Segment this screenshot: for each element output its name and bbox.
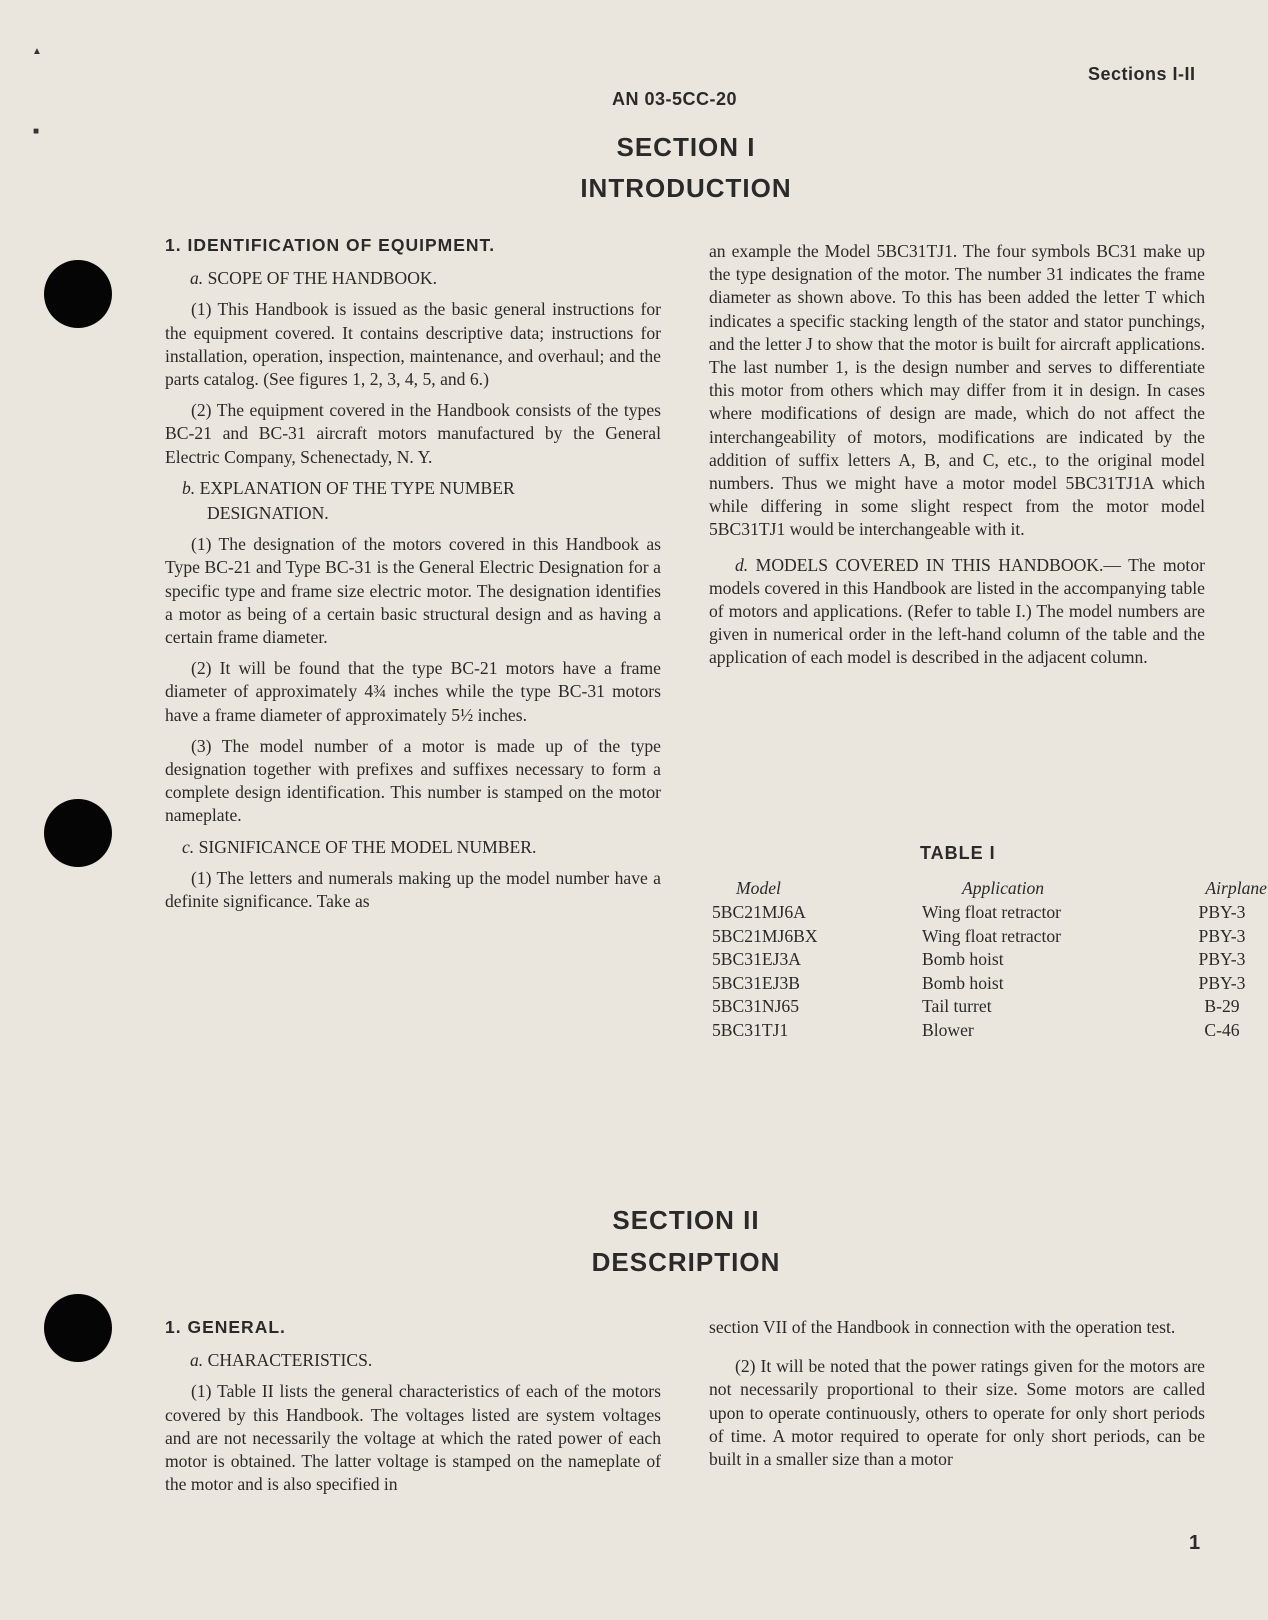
paragraph: (2) It will be found that the type BC-21 motors have a frame diameter of approximately 4¾ inches while the type BC-31 motors have a frame diameter of approximately 5½ inches. [165, 658, 661, 725]
subheading-text: EXPLANATION OF THE TYPE NUMBER [199, 477, 515, 498]
column-header-application: Application [962, 878, 1045, 898]
paragraph-text: The motor models covered in this Handbook are listed in the accompanying table of motors and applications. (Refer to table I.) The model numbers are given in numerical order in the left-hand column of the table and the application of each model is described in the adjacent column. [709, 554, 1205, 668]
paragraph: (1) The designation of the motors covered in this Handbook as Type BC-21 and Type BC-31 is the General Electric Designation for a specific type and frame size electric motor. The designation identifies a motor as being of a certain basic structural design and as having a certain frame diameter. [165, 534, 661, 648]
subheading-text: SIGNIFICANCE OF THE MODEL NUMBER. [198, 836, 537, 857]
subheading-letter: d. [735, 554, 749, 575]
cell-model: 5BC31TJ1 [712, 1019, 789, 1040]
table-title: TABLE I [920, 843, 996, 863]
subheading-letter: a. [190, 268, 204, 289]
subheading-significance [165, 836, 661, 859]
paragraph: (1) The letters and numerals making up the model number have a definite significance. Take as [165, 867, 661, 912]
cell-airplane: PBY-3 [1198, 925, 1246, 946]
paragraph: (3) The model number of a motor is made up of the type designation together with prefixes and suffixes necessary to form a complete design identification. This number is stamped on the motor nameplate. [165, 735, 661, 826]
cell-airplane: B-29 [1204, 996, 1240, 1017]
subheading-letter: c. [182, 836, 195, 857]
cell-airplane: PBY-3 [1198, 949, 1246, 970]
cell-airplane: C-46 [1204, 1019, 1240, 1040]
table-row [712, 1019, 1267, 1043]
column-right-section-2 [709, 1316, 1205, 1479]
column-header-model: Model [736, 878, 781, 898]
subheading-scope [165, 267, 661, 290]
subheading-text: MODELS COVERED IN THIS HANDBOOK.— [755, 554, 1121, 575]
subheading-text: CHARACTERISTICS. [207, 1350, 373, 1371]
heading-general: 1. GENERAL. [165, 1317, 286, 1337]
cell-model: 5BC31NJ65 [712, 996, 800, 1017]
cell-application: Wing float retractor [922, 902, 1061, 923]
cell-airplane: PBY-3 [1198, 902, 1246, 923]
table-row [712, 925, 1267, 949]
margin-mark: ■ [33, 126, 40, 137]
subheading-characteristics [165, 1349, 661, 1372]
subheading-text-continued: DESIGNATION. [207, 503, 329, 524]
paragraph-continued: an example the Model 5BC31TJ1. The four symbols BC31 make up the type designation of the motor. The number 31 indicates the frame diameter as shown above. To this has been added the letter T which indicates a specific stacking length of the stator and stator punchings, and the letter J to show that the motor is built for aircraft applications. The last number 1, is the design number and serves to differentiate this motor from others which may differ from it in design. In cases where modifications of design are made, which do not affect the interchangeability of motors, modifications are indicated by the addition of suffix letters A, B, and C, etc., to the original model numbers. Thus we might have a motor model 5BC31TJ1A which while differing in some slight respect from the motor model 5BC31TJ1 would be interchangeable with it. [709, 241, 1205, 540]
table-row [712, 972, 1267, 996]
cell-application: Bomb hoist [922, 972, 1004, 993]
table-row [712, 901, 1267, 925]
paragraph: (1) This Handbook is issued as the basic general instructions for the equipment covered. It contains descriptive data; instructions for installation, operation, inspection, maintenance, and overhaul; and the parts catalog. (See figures 1, 2, 3, 4, 5, and 6.) [165, 299, 661, 390]
paragraph-continued: section VII of the Handbook in connection with the operation test. [709, 1317, 1176, 1337]
document-number: AN 03-5CC-20 [612, 89, 738, 109]
table-header-row [712, 876, 1267, 901]
cell-model: 5BC21MJ6BX [712, 925, 818, 946]
subheading-explanation [165, 477, 661, 500]
section-1-title: INTRODUCTION [580, 173, 792, 203]
paragraph: (2) The equipment covered in the Handbook consists of the types BC-21 and BC-31 aircraft motors manufactured by the General Electric Company, Schenectady, N. Y. [165, 400, 661, 467]
section-2-title: DESCRIPTION [591, 1247, 781, 1277]
heading-identification-of-equipment: 1. IDENTIFICATION OF EQUIPMENT. [165, 235, 496, 255]
table-row [712, 948, 1267, 972]
column-left-section-2 [165, 1316, 661, 1504]
column-right-section-1 [709, 240, 1205, 678]
column-header-airplane: Airplane [1205, 878, 1267, 898]
binder-hole-bottom [44, 1294, 112, 1362]
cell-airplane: PBY-3 [1198, 972, 1246, 993]
subheading-letter: b. [182, 477, 196, 498]
paragraph-models-covered [709, 554, 1205, 670]
cell-model: 5BC31EJ3B [712, 972, 800, 993]
margin-mark: ▲ [32, 46, 42, 57]
paragraph: (2) It will be noted that the power ratings given for the motors are not necessarily proportional to their size. Some motors are called upon to operate continuously, others to operate for only short periods of time. A motor required to operate for only short periods, can be built in a smaller size than a motor [709, 1356, 1205, 1470]
column-left-section-1 [165, 234, 661, 921]
section-2-number: SECTION II [612, 1205, 760, 1235]
cell-application: Bomb hoist [922, 949, 1004, 970]
subheading-text: SCOPE OF THE HANDBOOK. [207, 268, 438, 289]
paragraph: (1) Table II lists the general characteristics of each of the motors covered by this Handbook. The voltages listed are system voltages and are not necessarily the voltage at which the rated power of each motor is obtained. The latter voltage is stamped on the nameplate of the motor and is also specified in [165, 1381, 661, 1495]
subheading-letter: a. [190, 1350, 204, 1371]
binder-hole-middle [44, 799, 112, 867]
running-header-sections: Sections I-II [1088, 64, 1196, 84]
cell-application: Blower [922, 1019, 974, 1040]
table-row [712, 995, 1267, 1019]
page-number: 1 [1189, 1532, 1201, 1554]
cell-application: Wing float retractor [922, 925, 1061, 946]
section-1-number: SECTION I [616, 132, 756, 162]
cell-model: 5BC31EJ3A [712, 949, 801, 970]
cell-application: Tail turret [922, 996, 992, 1017]
cell-model: 5BC21MJ6A [712, 902, 806, 923]
binder-hole-top [44, 260, 112, 328]
models-table [712, 876, 1267, 1042]
